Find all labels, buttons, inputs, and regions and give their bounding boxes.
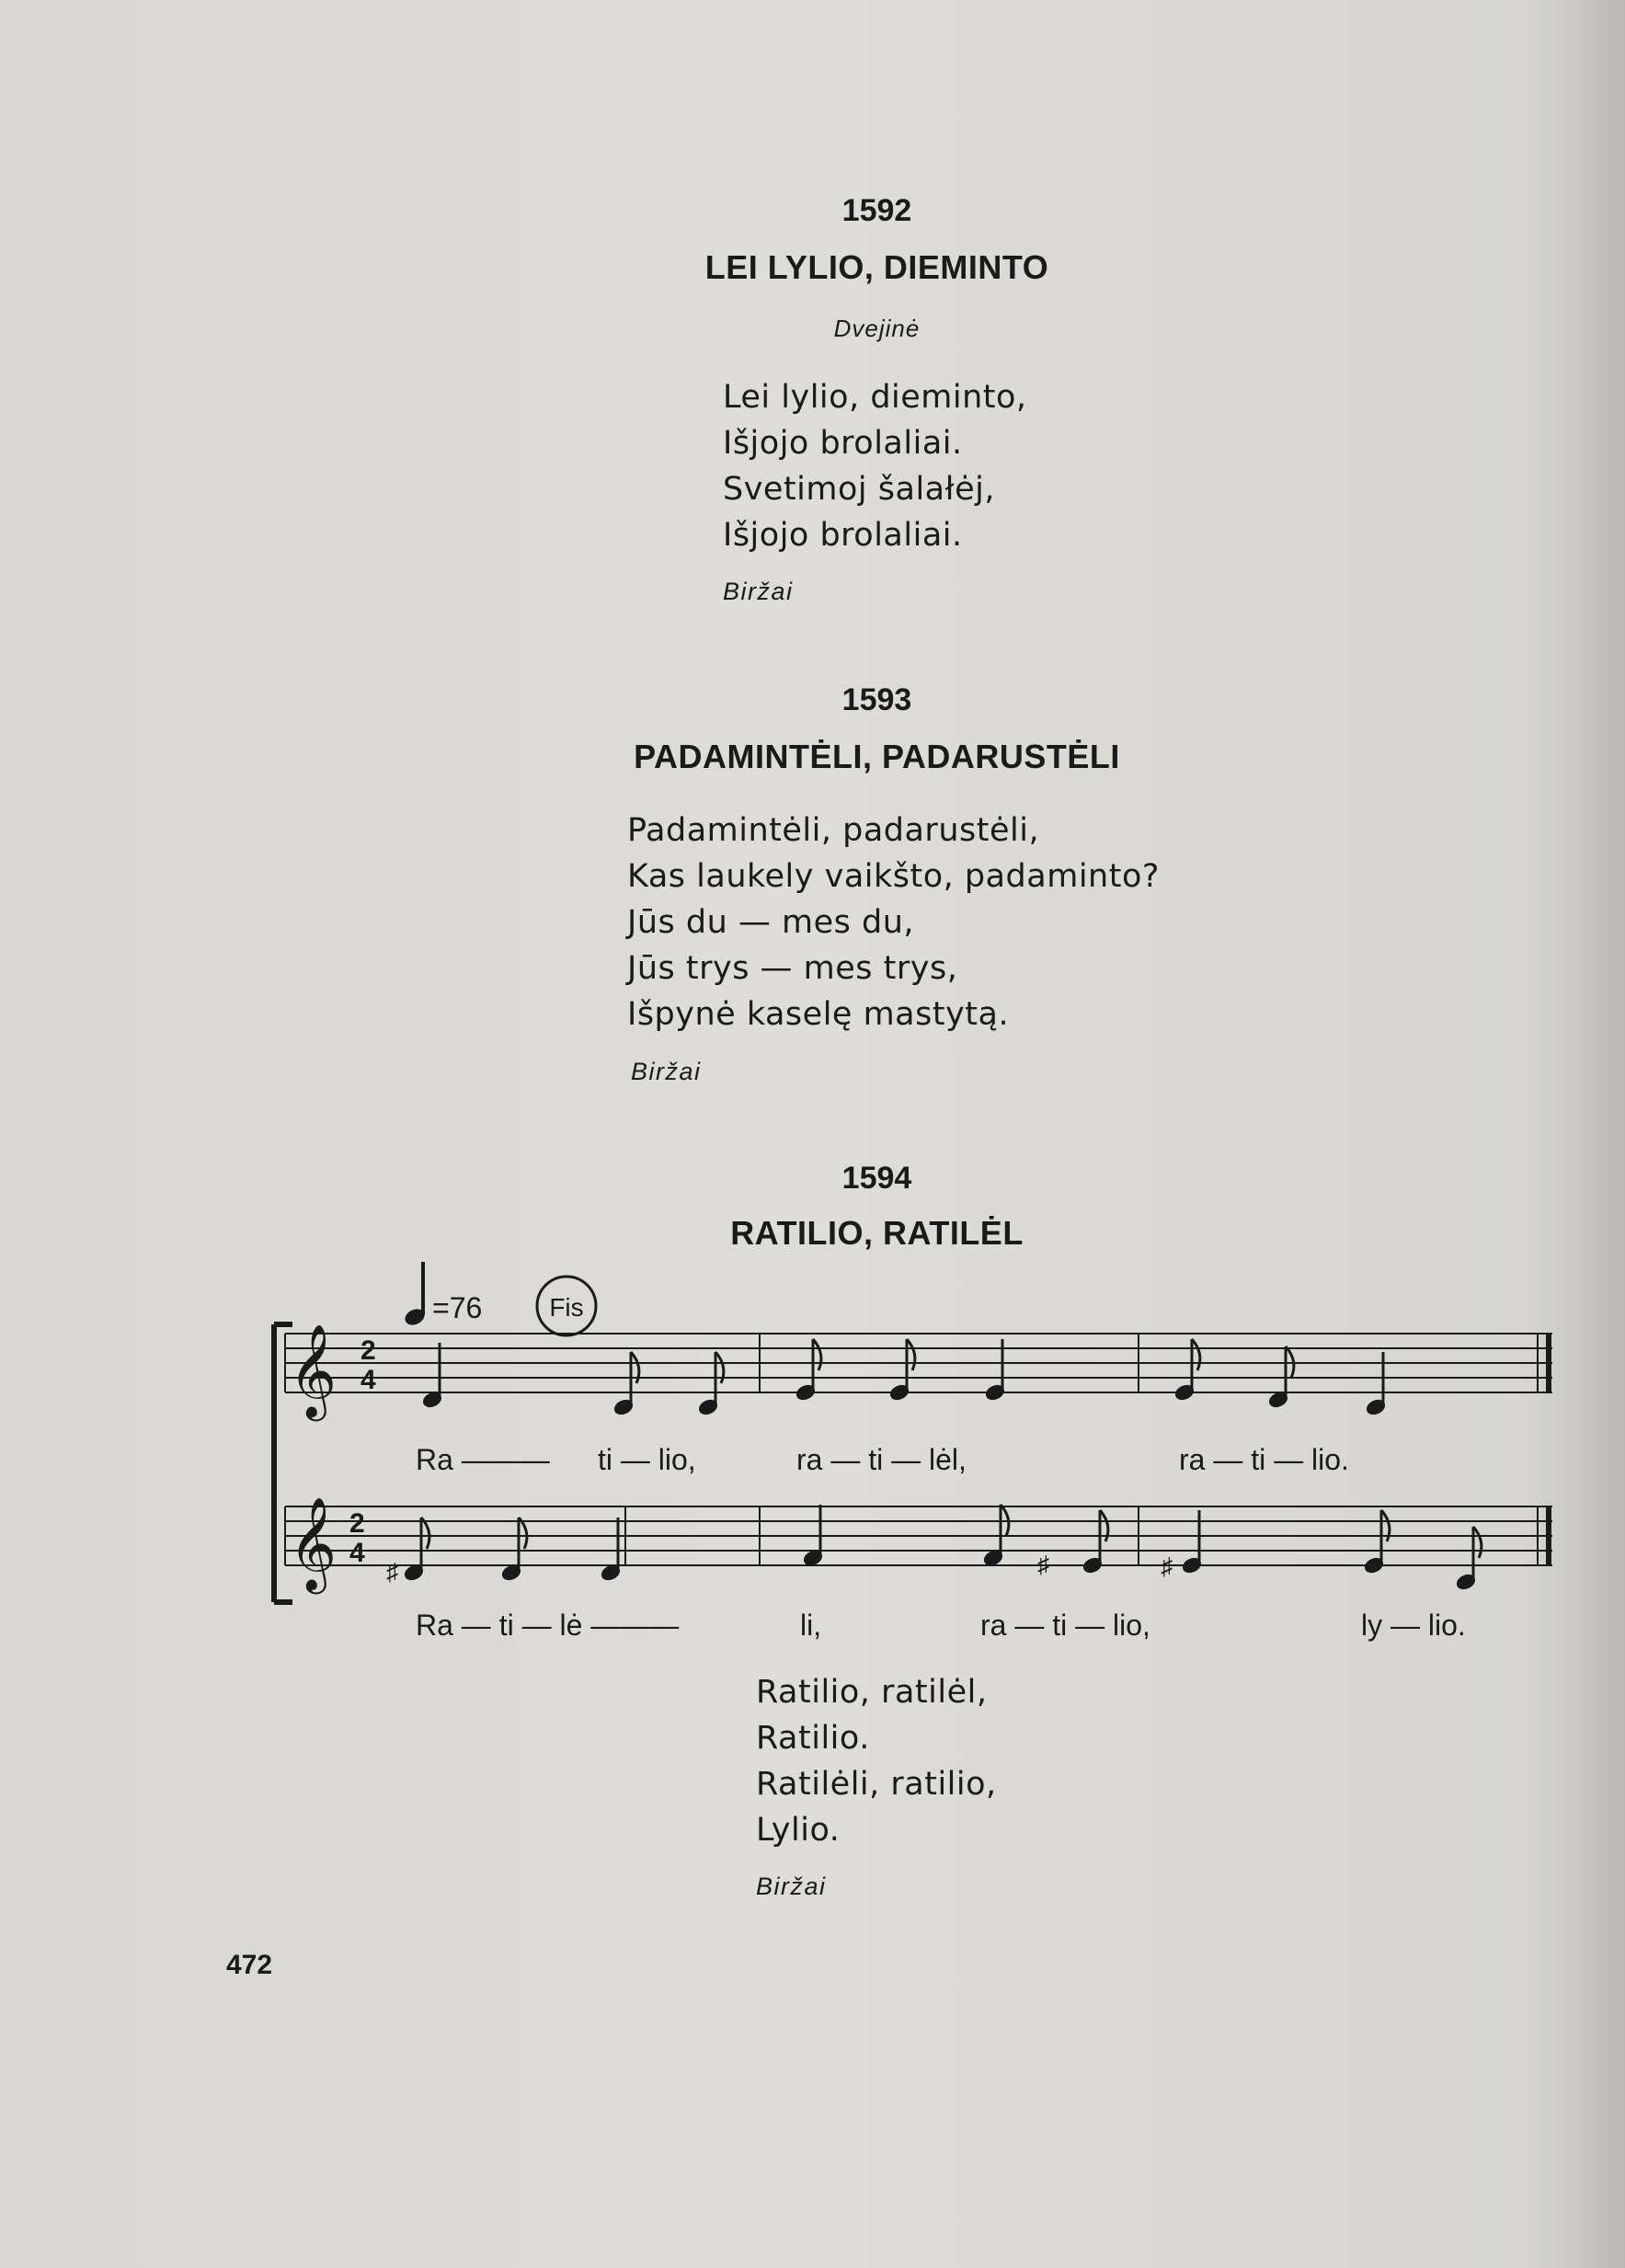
lyrics-bottom xyxy=(416,1609,1466,1642)
song-title: PADAMINTĖLI, PADARUSTĖLI xyxy=(634,738,1120,775)
verse-line: Ratilio. xyxy=(756,1720,870,1757)
lyric-syllable: Ra ——— xyxy=(416,1443,550,1476)
song-number: 1594 xyxy=(841,1161,912,1196)
treble-clef-icon: 𝄞 xyxy=(289,1497,338,1588)
song-title: LEI LYLIO, DIEMINTO xyxy=(704,248,1049,286)
song-title: RATILIO, RATILĖL xyxy=(730,1214,1024,1252)
sharp-icon: ♯ xyxy=(386,1558,398,1586)
time-sig-bottom: 4 xyxy=(349,1538,365,1568)
song-verse xyxy=(723,374,1027,558)
verse-line: Išjojo brolaliai. xyxy=(723,425,963,462)
time-sig-top: 2 xyxy=(360,1335,376,1366)
song-subtitle: Dvejinė xyxy=(833,315,921,342)
verse-line: Lei lylio, dieminto, xyxy=(723,379,1027,416)
note xyxy=(1365,1352,1387,1417)
verse-line: Ratilio, ratilėl, xyxy=(756,1674,988,1711)
song-place: Biržai xyxy=(756,1873,827,1900)
verse-line: Padamintėli, padarustėli, xyxy=(627,812,1040,849)
note xyxy=(697,1352,724,1417)
lyric-syllable: li, xyxy=(800,1609,822,1642)
song-place: Biržai xyxy=(631,1058,702,1085)
tempo-value: =76 xyxy=(432,1291,483,1324)
staff-bottom xyxy=(285,1506,1552,1565)
note xyxy=(1181,1510,1203,1575)
lyrics-top xyxy=(416,1443,1349,1476)
verse-line: Lylio. xyxy=(756,1812,841,1849)
lyric-syllable: ra — ti — lio. xyxy=(1179,1443,1349,1476)
song-place: Biržai xyxy=(723,578,794,605)
verse-line: Jūs trys — mes trys, xyxy=(627,950,958,987)
verse-line: Išjojo brolaliai. xyxy=(723,517,963,554)
lyric-syllable: Ra — ti — lė ——— xyxy=(416,1609,680,1642)
sharp-icon: ♯ xyxy=(1037,1551,1049,1578)
key-label: Fis xyxy=(549,1293,584,1322)
note xyxy=(612,1352,639,1417)
verse-line: Jūs du — mes du, xyxy=(627,904,915,941)
verse-line: Išpynė kaselę mastytą. xyxy=(627,996,1010,1033)
verse-line: Svetimoj šalałėj, xyxy=(723,471,995,508)
lyric-syllable: ti — lio, xyxy=(598,1443,696,1476)
song-number: 1592 xyxy=(841,193,912,228)
time-sig-top: 2 xyxy=(349,1508,365,1539)
song-number: 1593 xyxy=(841,682,912,717)
lyric-syllable: ra — ti — lėl, xyxy=(796,1443,967,1476)
song-verse xyxy=(627,808,1160,1037)
staff-top xyxy=(285,1334,1552,1392)
page-number: 472 xyxy=(226,1950,273,1980)
verse-line: Ratilėli, ratilio, xyxy=(756,1766,997,1803)
lyric-syllable: ra — ti — lio, xyxy=(980,1609,1150,1642)
treble-clef-icon: 𝄞 xyxy=(289,1324,338,1415)
tempo-marking xyxy=(403,1262,483,1328)
lyric-syllable: ly — lio. xyxy=(1361,1609,1466,1642)
song-verse xyxy=(756,1669,997,1853)
verse-line: Kas laukely vaikšto, padaminto? xyxy=(627,858,1160,895)
note xyxy=(421,1343,443,1410)
key-marking xyxy=(537,1277,596,1335)
notes-bottom xyxy=(386,1505,1482,1592)
sharp-icon: ♯ xyxy=(1161,1552,1173,1580)
music-score xyxy=(0,1251,1625,1655)
time-sig-bottom: 4 xyxy=(360,1365,376,1395)
